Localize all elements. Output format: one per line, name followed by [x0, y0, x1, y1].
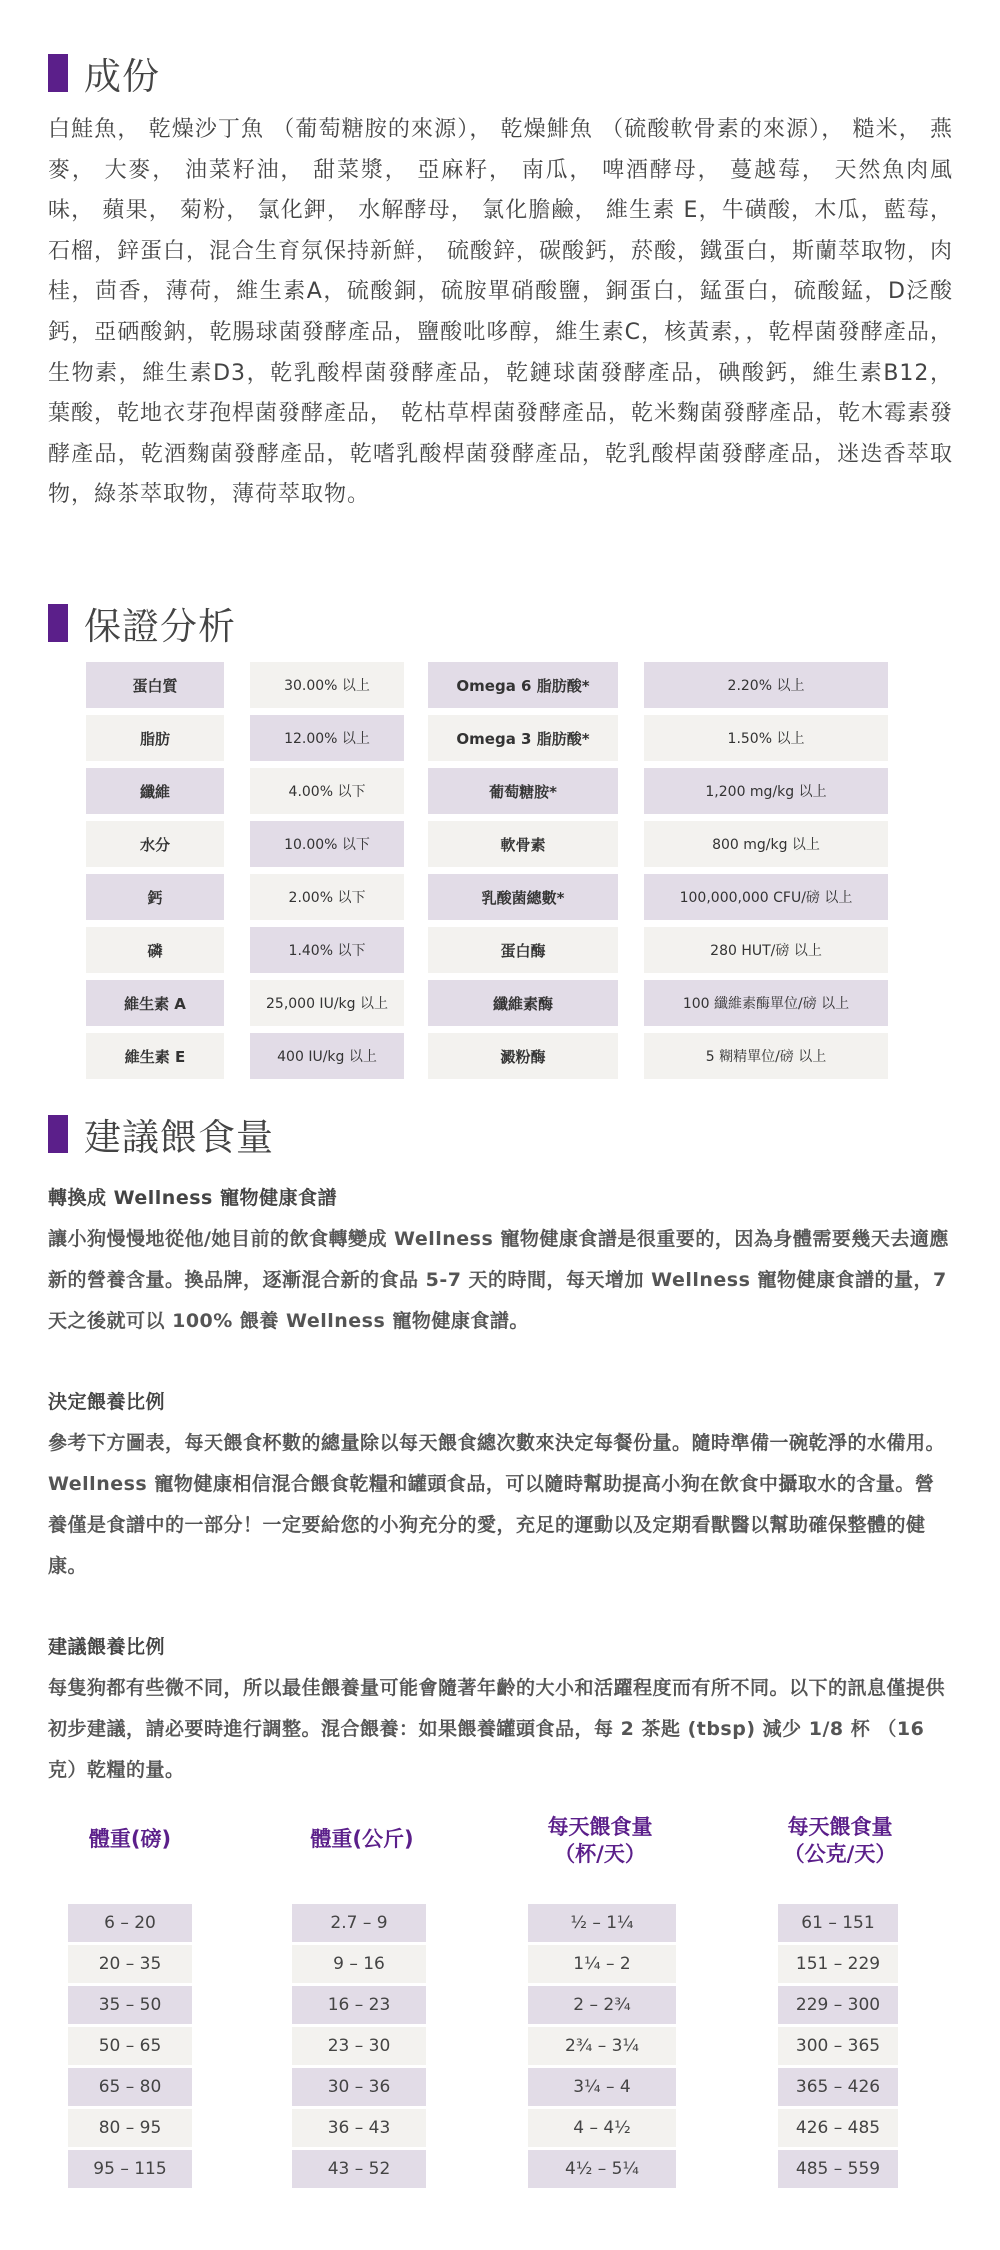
chart-cell: 35 – 50 [68, 1986, 192, 2024]
transition-block [48, 1178, 953, 1342]
transition-text: 讓小狗慢慢地從他/她目前的飲食轉變成 Wellness 寵物健康食譜是很重要的，因為身體需要幾天去適應新的營養含量。換品牌，逐漸混合新的食品 5-7 天的時間，每天增加 Wellness 寵物健康食譜的量，7 天之後就可以 100% 餵養 Wellness 寵物健康食譜。 [48, 1228, 949, 1332]
chart-cell: 30 – 36 [292, 2068, 426, 2106]
chart-header-line: （杯/天） [554, 1842, 646, 1866]
ingredients-section-title [48, 46, 160, 100]
chart-cell: 50 – 65 [68, 2027, 192, 2065]
ingredients-title: 成份 [84, 55, 160, 98]
chart-cell: 9 – 16 [292, 1945, 426, 1983]
chart-column-weight-lb [68, 1904, 192, 2191]
analysis-cell: Omega 6 脂肪酸* [428, 662, 618, 708]
chart-cell: ½ – 1¼ [528, 1904, 676, 1942]
analysis-cell: 2.20% 以上 [644, 662, 888, 708]
analysis-cell: 2.00% 以下 [250, 874, 404, 920]
chart-cell: 80 – 95 [68, 2109, 192, 2147]
ratio-block [48, 1382, 953, 1587]
analysis-cell: 軟骨素 [428, 821, 618, 867]
chart-cell: 365 – 426 [778, 2068, 898, 2106]
analysis-cell: 纖維素酶 [428, 980, 618, 1026]
analysis-cell: 1.40% 以下 [250, 927, 404, 973]
analysis-cell: 400 IU/kg 以上 [250, 1033, 404, 1079]
analysis-cell: 100 纖維素酶單位/磅 以上 [644, 980, 888, 1026]
chart-column-grams [778, 1904, 898, 2191]
analysis-cell: 葡萄糖胺* [428, 768, 618, 814]
ratio-text: 參考下方圖表，每天餵食杯數的總量除以每天餵食總次數來決定每餐份量。隨時準備一碗乾淨的水備用。Wellness 寵物健康相信混合餵食乾糧和罐頭食品，可以隨時幫助提高小狗在飲食中攝取水的含量。營養僅是食譜中的一部分！一定要給您的小狗充分的愛，充足的運動以及定期看獸醫以幫助確保整體的健康。 [48, 1432, 946, 1577]
chart-cell: 229 – 300 [778, 1986, 898, 2024]
analysis-cell: 水分 [86, 821, 224, 867]
analysis-cell: 800 mg/kg 以上 [644, 821, 888, 867]
analysis-cell: 澱粉酶 [428, 1033, 618, 1079]
chart-column-weight-kg [292, 1904, 426, 2191]
chart-cell: 6 – 20 [68, 1904, 192, 1942]
analysis-cell: 纖維 [86, 768, 224, 814]
chart-cell: 4½ – 5¼ [528, 2150, 676, 2188]
analysis-cell: 25,000 IU/kg 以上 [250, 980, 404, 1026]
analysis-left-values-column [250, 662, 404, 1086]
title-accent-bar [48, 604, 68, 642]
chart-header-weight-lb [40, 1826, 220, 1853]
chart-header-line: 每天餵食量 [547, 1815, 653, 1839]
analysis-cell: 維生素 E [86, 1033, 224, 1079]
ratio-heading: 決定餵養比例 [48, 1391, 166, 1413]
chart-cell: 16 – 23 [292, 1986, 426, 2024]
analysis-cell: 維生素 A [86, 980, 224, 1026]
chart-header-cups [510, 1814, 690, 1868]
suggest-block [48, 1627, 953, 1791]
analysis-left-names-column [86, 662, 224, 1086]
analysis-cell: 乳酸菌總數* [428, 874, 618, 920]
analysis-cell: 10.00% 以下 [250, 821, 404, 867]
chart-cell: 426 – 485 [778, 2109, 898, 2147]
analysis-cell: 脂肪 [86, 715, 224, 761]
analysis-cell: 30.00% 以上 [250, 662, 404, 708]
suggest-text: 每隻狗都有些微不同，所以最佳餵養量可能會隨著年齡的大小和活躍程度而有所不同。以下的訊息僅提供初步建議，請必要時進行調整。混合餵養：如果餵養罐頭食品，每 2 茶匙 (tbsp) 減少 1/8 杯 （16 克）乾糧的量。 [48, 1677, 946, 1781]
chart-cell: 2 – 2¾ [528, 1986, 676, 2024]
chart-header-weight-kg [262, 1826, 462, 1853]
chart-cell: 36 – 43 [292, 2109, 426, 2147]
chart-cell: 3¼ – 4 [528, 2068, 676, 2106]
chart-column-cups [528, 1904, 676, 2191]
chart-cell: 65 – 80 [68, 2068, 192, 2106]
chart-header-line: 體重(公斤) [310, 1827, 414, 1851]
feeding-title: 建議餵食量 [84, 1116, 274, 1159]
chart-cell: 4 – 4½ [528, 2109, 676, 2147]
ingredients-text: 白鮭魚， 乾燥沙丁魚 （葡萄糖胺的來源）， 乾燥鯡魚 （硫酸軟骨素的來源）， 糙米， 燕麥， 大麥， 油菜籽油， 甜菜漿， 亞麻籽， 南瓜， 啤酒酵母， 蔓越莓， 天然魚肉風味， 蘋果， 菊粉， 氯化鉀， 水解酵母， 氯化膽鹼， 維生素 E，牛磺酸，木瓜，藍莓，石榴，鋅蛋白，混合生育氛保持新鮮， 硫酸鋅，碳酸鈣，菸酸，鐵蛋白，斯蘭萃取物，肉桂，茴香，薄荷，維生素A，硫酸銅，硫胺單硝酸鹽，銅蛋白，錳蛋白，硫酸錳，D泛酸鈣，亞硒酸鈉，乾腸球菌發酵產品，鹽酸吡哆醇，維生素C，核黃素，，乾桿菌發酵產品，生物素，維生素D3，乾乳酸桿菌發酵產品，乾鏈球菌發酵產品，碘酸鈣，維生素B12，葉酸，乾地衣芽孢桿菌發酵產品， 乾枯草桿菌發酵產品，乾米麴菌發酵產品，乾木霉素發酵產品，乾酒麴菌發酵產品，乾嗜乳酸桿菌發酵產品，乾乳酸桿菌發酵產品，迷迭香萃取物，綠茶萃取物，薄荷萃取物。 [48, 117, 953, 508]
analysis-cell: Omega 3 脂肪酸* [428, 715, 618, 761]
chart-cell: 20 – 35 [68, 1945, 192, 1983]
analysis-section-title [48, 596, 236, 650]
analysis-cell: 蛋白質 [86, 662, 224, 708]
chart-header-line: （公克/天） [783, 1842, 897, 1866]
analysis-cell: 鈣 [86, 874, 224, 920]
chart-header-line: 體重(磅) [88, 1827, 172, 1851]
analysis-cell: 5 糊精單位/磅 以上 [644, 1033, 888, 1079]
chart-cell: 2.7 – 9 [292, 1904, 426, 1942]
chart-cell: 1¼ – 2 [528, 1945, 676, 1983]
analysis-cell: 280 HUT/磅 以上 [644, 927, 888, 973]
analysis-cell: 1,200 mg/kg 以上 [644, 768, 888, 814]
chart-cell: 151 – 229 [778, 1945, 898, 1983]
analysis-cell: 1.50% 以上 [644, 715, 888, 761]
analysis-right-values-column [644, 662, 888, 1086]
chart-cell: 95 – 115 [68, 2150, 192, 2188]
transition-heading: 轉換成 Wellness 寵物健康食譜 [48, 1187, 337, 1209]
analysis-cell: 磷 [86, 927, 224, 973]
analysis-right-names-column [428, 662, 618, 1086]
chart-cell: 485 – 559 [778, 2150, 898, 2188]
analysis-cell: 蛋白酶 [428, 927, 618, 973]
analysis-title: 保證分析 [84, 605, 236, 648]
chart-cell: 300 – 365 [778, 2027, 898, 2065]
feeding-section-title [48, 1107, 274, 1161]
analysis-cell: 4.00% 以下 [250, 768, 404, 814]
chart-cell: 61 – 151 [778, 1904, 898, 1942]
chart-cell: 2¾ – 3¼ [528, 2027, 676, 2065]
title-accent-bar [48, 54, 68, 92]
suggest-heading: 建議餵養比例 [48, 1636, 166, 1658]
chart-cell: 43 – 52 [292, 2150, 426, 2188]
chart-header-line: 每天餵食量 [787, 1815, 893, 1839]
title-accent-bar [48, 1115, 68, 1153]
chart-header-grams [750, 1814, 930, 1868]
chart-cell: 23 – 30 [292, 2027, 426, 2065]
analysis-cell: 12.00% 以上 [250, 715, 404, 761]
analysis-cell: 100,000,000 CFU/磅 以上 [644, 874, 888, 920]
